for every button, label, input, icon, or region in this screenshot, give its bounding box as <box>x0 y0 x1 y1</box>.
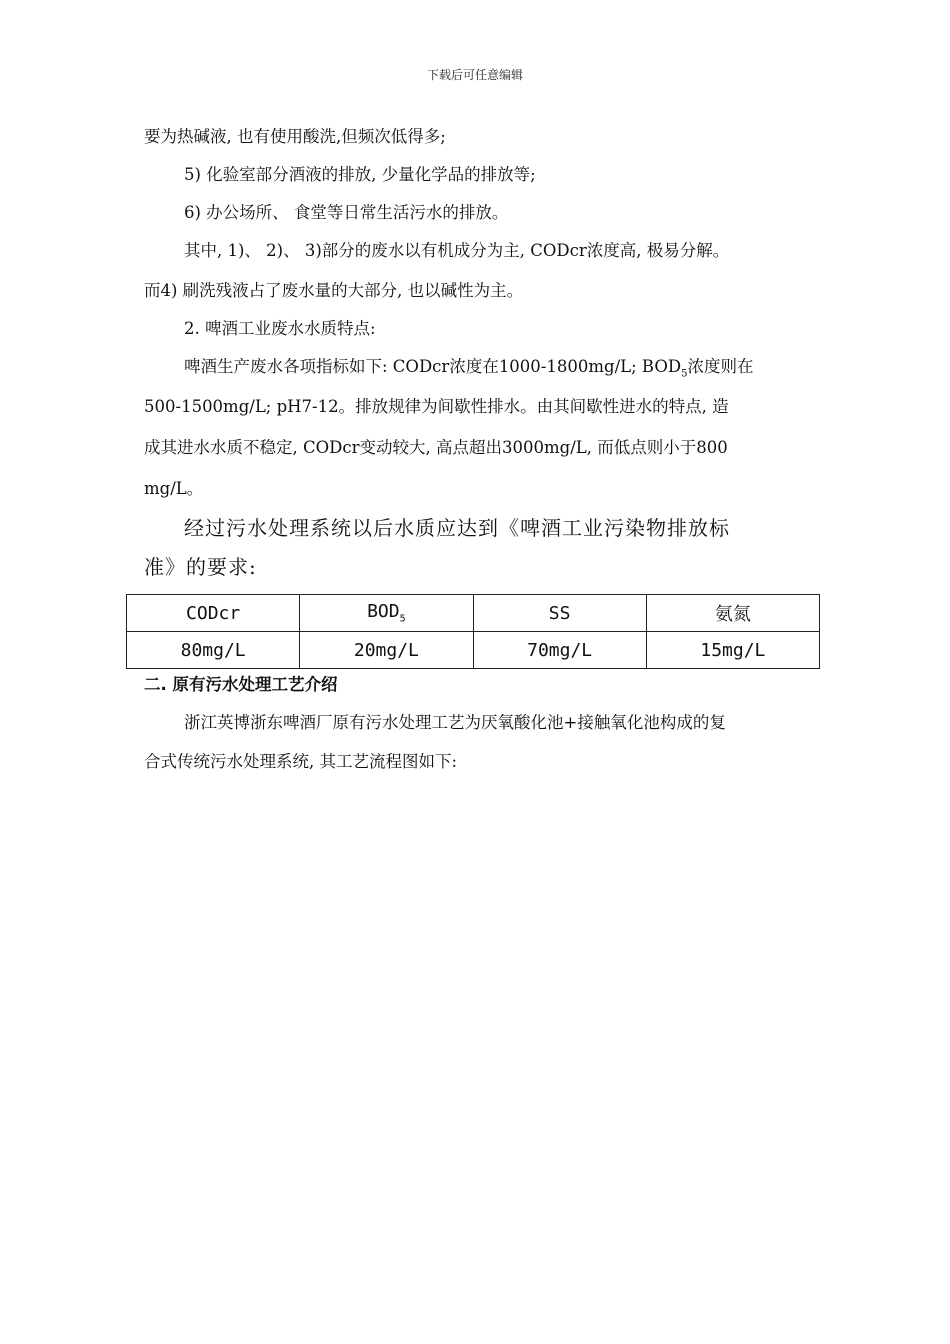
table-cell: 20mg/L <box>300 632 473 669</box>
table-header-cell <box>300 595 473 632</box>
text-line: 经过污水处理系统以后水质应达到《啤酒工业污染物排放标 <box>184 516 730 540</box>
text-line: 要为热碱液, 也有使用酸洗,但频次低得多; <box>144 127 446 146</box>
text-line: 合式传统污水处理系统, 其工艺流程图如下: <box>144 752 458 771</box>
subscript: 5 <box>681 368 688 380</box>
table-header-cell: CODcr <box>127 595 300 632</box>
text-line: 浙江英博浙东啤酒厂原有污水处理工艺为厌氧酸化池+接触氧化池构成的复 <box>184 713 726 732</box>
text-line: 6) 办公场所、 食堂等日常生活污水的排放。 <box>184 203 509 222</box>
table-cell: 80mg/L <box>127 632 300 669</box>
text-line: mg/L。 <box>144 479 204 498</box>
standards-table <box>126 594 820 669</box>
text-segment: 浓度则在 <box>687 357 754 376</box>
text-line <box>184 359 753 379</box>
section-heading: 二. 原有污水处理工艺介绍 <box>144 675 338 694</box>
text-line: 2. 啤酒工业废水水质特点: <box>184 319 376 338</box>
table-row <box>127 632 820 669</box>
text-line: 成其进水水质不稳定, CODcr变动较大, 高点超出3000mg/L, 而低点则小于800 <box>144 438 728 457</box>
table-header-cell: 氨氮 <box>646 595 819 632</box>
table-header-cell: SS <box>473 595 646 632</box>
text-segment: 啤酒生产废水各项指标如下: CODcr浓度在1000-1800mg/L; BOD <box>184 357 682 376</box>
text-line: 准》的要求: <box>144 555 257 579</box>
subscript: 5 <box>399 613 406 625</box>
text-line: 500-1500mg/L; pH7-12。排放规律为间歇性排水。由其间歇性进水的特点, 造 <box>144 397 729 416</box>
text-line: 而4) 刷洗残液占了废水量的大部分, 也以碱性为主。 <box>144 281 524 300</box>
cell-text: BOD <box>367 601 400 623</box>
text-line: 5) 化验室部分酒液的排放, 少量化学品的排放等; <box>184 165 536 184</box>
table-cell: 70mg/L <box>473 632 646 669</box>
table-header-row <box>127 595 820 632</box>
table-cell: 15mg/L <box>646 632 819 669</box>
text-line: 其中, 1)、 2)、 3)部分的废水以有机成分为主, CODcr浓度高, 极易分解。 <box>184 241 730 260</box>
page-header: 下载后可任意编辑 <box>426 68 523 82</box>
